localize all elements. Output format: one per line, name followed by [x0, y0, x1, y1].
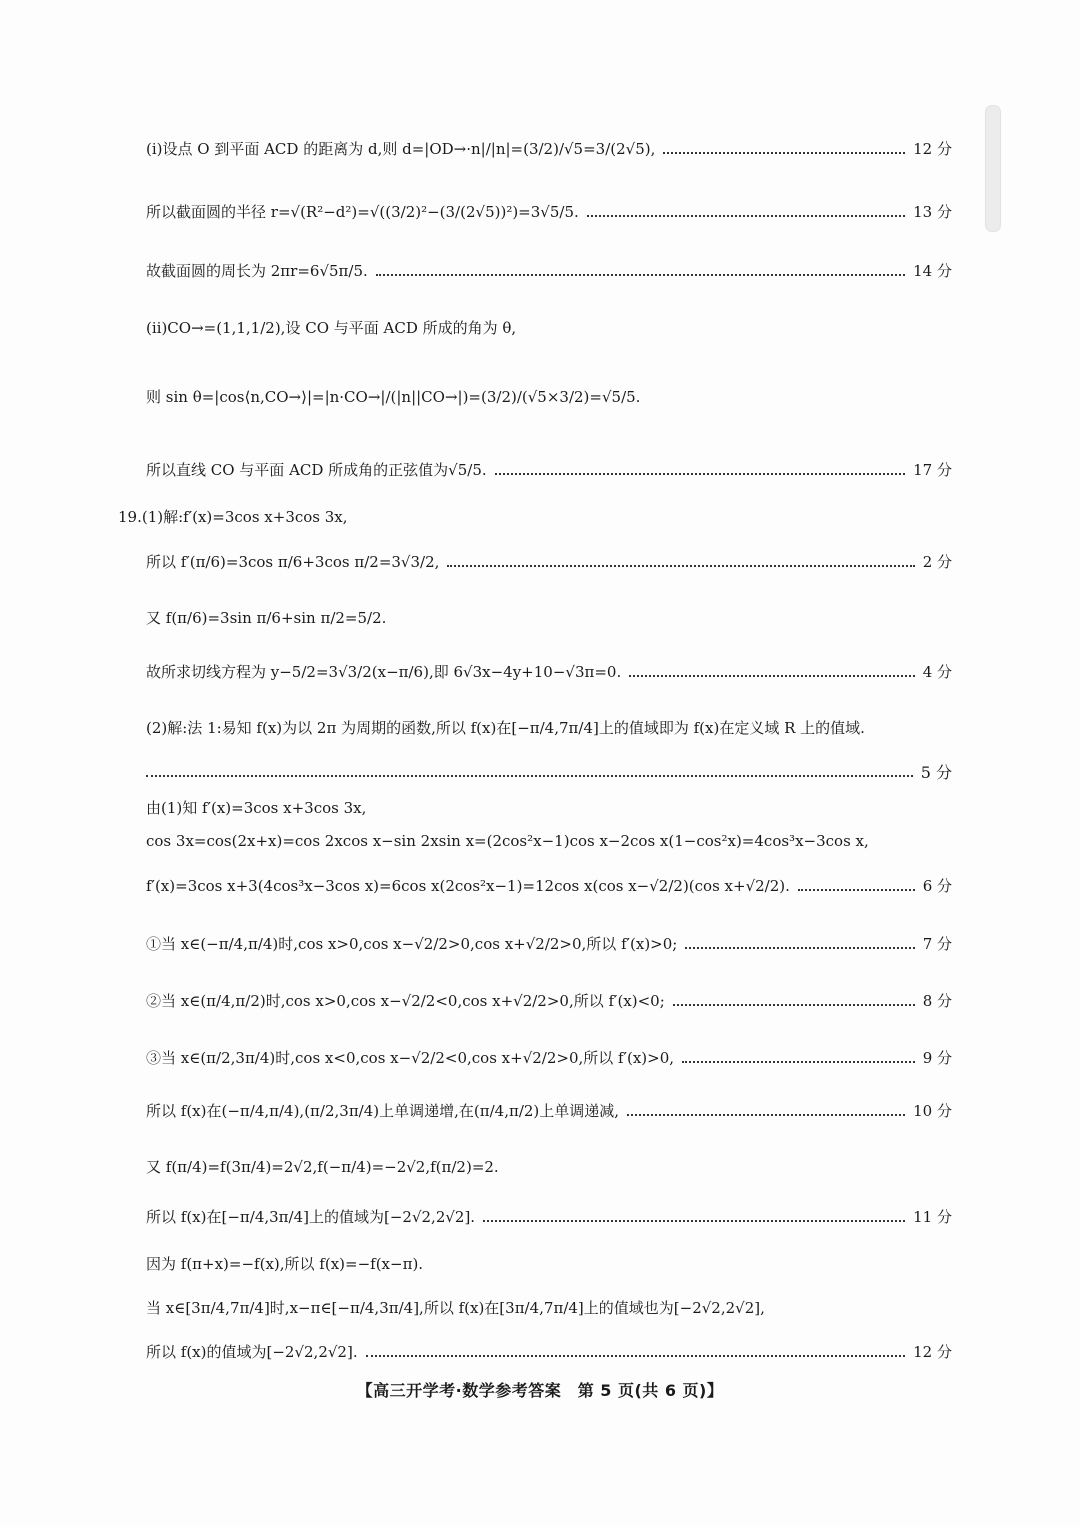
solution-line	[146, 663, 952, 682]
dot-leader	[663, 152, 905, 154]
score: 12 分	[913, 1343, 952, 1361]
page-footer: 【高三开学考·数学参考答案 第 5 页(共 6 页)】	[356, 1381, 724, 1400]
score: 8 分	[922, 992, 952, 1010]
dot-leader	[376, 274, 905, 276]
dot-leader	[483, 1220, 905, 1222]
line-text: 则 sin θ=|cos⟨n,CO→⟩|=|n·CO→|/(|n||CO→|)=(3/2)/(√5×3/2)=√5/5.	[146, 388, 641, 406]
score: 12 分	[913, 140, 952, 158]
line-text: 当 x∈[3π/4,7π/4]时,x−π∈[−π/4,3π/4],所以 f(x)在[3π/4,7π/4]上的值域也为[−2√2,2√2],	[146, 1299, 765, 1317]
score: 10 分	[913, 1102, 952, 1120]
line-text: (ⅰ)设点 O 到平面 ACD 的距离为 d,则 d=|OD→·n|/|n|=(3/2)/√5=3/(2√5),	[146, 140, 656, 158]
dot-leader	[447, 565, 914, 567]
line-text: cos 3x=cos(2x+x)=cos 2xcos x−sin 2xsin x=(2cos²x−1)cos x−2cos x(1−cos²x)=4cos³x−3cos x,	[146, 832, 869, 850]
score: 4 分	[922, 663, 952, 681]
score: 2 分	[922, 553, 952, 571]
solution-line	[146, 1208, 952, 1227]
line-text: 所以 f(x)的值域为[−2√2,2√2].	[146, 1343, 358, 1361]
solution-line	[146, 1343, 952, 1362]
line-text: 又 f(π/6)=3sin π/6+sin π/2=5/2.	[146, 609, 387, 627]
line-text: 又 f(π/4)=f(3π/4)=2√2,f(−π/4)=−2√2,f(π/2)=2.	[146, 1158, 499, 1176]
solution-line	[146, 760, 952, 783]
line-text: (2)解:法 1:易知 f(x)为以 2π 为周期的函数,所以 f(x)在[−π/4,7π/4]上的值域即为 f(x)在定义域 R 上的值域.	[146, 719, 865, 737]
score: 14 分	[913, 262, 952, 280]
score: 6 分	[922, 877, 952, 895]
dot-leader	[798, 889, 915, 891]
line-text: 所以截面圆的半径 r=√(R²−d²)=√((3/2)²−(3/(2√5))²)=3√5/5.	[146, 203, 579, 221]
dot-leader	[146, 775, 913, 777]
line-text: (ⅱ)CO→=(1,1,1/2),设 CO 与平面 ACD 所成的角为 θ,	[146, 319, 517, 337]
dot-leader	[629, 675, 914, 677]
score: 13 分	[913, 203, 952, 221]
line-text: 所以 f′(π/6)=3cos π/6+3cos π/2=3√3/2,	[146, 553, 440, 571]
solution-line	[146, 877, 952, 896]
line-text: 所以 f(x)在[−π/4,3π/4]上的值域为[−2√2,2√2].	[146, 1208, 476, 1226]
solution-line	[146, 262, 952, 281]
score: 5 分	[920, 763, 952, 782]
solution-line	[146, 461, 952, 480]
dot-leader	[627, 1114, 905, 1116]
score: 11 分	[913, 1208, 952, 1226]
solution-line	[146, 140, 952, 159]
solution-line	[146, 1049, 952, 1068]
line-text: 故所求切线方程为 y−5/2=3√3/2(x−π/6),即 6√3x−4y+10−√3π=0.	[146, 663, 622, 681]
score: 9 分	[922, 1049, 952, 1067]
dot-leader	[673, 1004, 915, 1006]
solution-line	[146, 992, 952, 1011]
line-text: 故截面圆的周长为 2πr=6√5π/5.	[146, 262, 368, 280]
dot-leader	[495, 473, 905, 475]
line-text: 所以 f(x)在(−π/4,π/4),(π/2,3π/4)上单调递增,在(π/4,π/2)上单调递减,	[146, 1102, 620, 1120]
score: 7 分	[922, 935, 952, 953]
dot-leader	[366, 1355, 906, 1357]
scrollbar[interactable]	[985, 105, 1001, 232]
line-text: 由(1)知 f′(x)=3cos x+3cos 3x,	[146, 799, 367, 817]
dot-leader	[685, 947, 914, 949]
line-text: ③当 x∈(π/2,3π/4)时,cos x<0,cos x−√2/2<0,cos x+√2/2>0,所以 f′(x)>0,	[146, 1049, 675, 1067]
solution-line	[146, 203, 952, 222]
dot-leader	[682, 1061, 915, 1063]
score: 17 分	[913, 461, 952, 479]
question-heading: 19.(1)解:f′(x)=3cos x+3cos 3x,	[118, 508, 348, 526]
line-text: ②当 x∈(π/4,π/2)时,cos x>0,cos x−√2/2<0,cos x+√2/2>0,所以 f′(x)<0;	[146, 992, 665, 1010]
solution-line	[146, 553, 952, 572]
line-text: 所以直线 CO 与平面 ACD 所成角的正弦值为√5/5.	[146, 461, 487, 479]
dot-leader	[587, 215, 905, 217]
line-text: ①当 x∈(−π/4,π/4)时,cos x>0,cos x−√2/2>0,cos x+√2/2>0,所以 f′(x)>0;	[146, 935, 678, 953]
line-text: f′(x)=3cos x+3(4cos³x−3cos x)=6cos x(2cos²x−1)=12cos x(cos x−√2/2)(cos x+√2/2).	[146, 877, 790, 895]
solution-line	[146, 935, 952, 954]
line-text: 因为 f(π+x)=−f(x),所以 f(x)=−f(x−π).	[146, 1255, 424, 1273]
solution-line	[146, 1102, 952, 1121]
